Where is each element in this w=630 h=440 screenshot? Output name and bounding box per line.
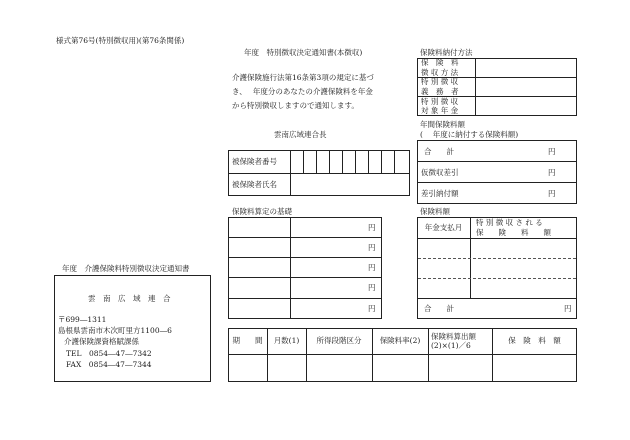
payment-method-row-3-line2: 対 象 年 金: [421, 106, 459, 115]
sender-title: 雲南広域連合長: [274, 130, 327, 139]
payment-method-row-1: [421, 58, 459, 77]
annual-total-yen: 円: [548, 147, 556, 156]
payment-method-row-2-line2: 義 務 者: [421, 86, 459, 96]
annual-premium-title: 年間保険料額: [420, 120, 465, 129]
calculated-premium-header-line2: (2)×(1)／6: [431, 341, 471, 350]
notice-text-2: き、 年度分のあなたの介護保険料を年金: [232, 87, 373, 96]
premium-total-yen: 円: [564, 304, 572, 313]
provisional-deduction-label: 仮徴収差引: [421, 168, 459, 177]
page-title: 年度 特別徴収決定通知書(本徴収): [244, 48, 363, 57]
premium-amount-header-line2: 保 険 料 額: [476, 227, 551, 237]
notice-text-1: 介護保険施行法第16条第3項の規定に基づ: [232, 73, 374, 82]
premium-amount-col-header: 保 険 料 額: [508, 336, 561, 346]
sender-tel: TEL 0854―47―7342: [66, 349, 152, 358]
payment-method-row-1-line2: 徴 収 方 法: [421, 67, 459, 77]
period-header: 期 間: [232, 336, 263, 346]
annual-premium-subtitle: ( 年度に納付する保険料額): [420, 130, 519, 139]
premium-total-label: 合 計: [424, 304, 454, 313]
basis-box: [228, 217, 382, 319]
insured-name-label: 被保険者氏名: [232, 180, 277, 189]
annual-total-label: 合 計: [424, 147, 454, 156]
stub-title: 年度 介護保険料特別徴収決定通知書: [62, 264, 190, 273]
payment-method-row-2-line1: 特 別 徴 収: [421, 77, 459, 87]
basis-yen-4: 円: [368, 283, 376, 292]
payment-method-row-1-line1: 保 険 料: [421, 58, 459, 68]
sender-org: 雲 南 広 域 連 合: [88, 294, 171, 303]
sender-postal: 〒699―1311: [58, 315, 107, 324]
sender-dept: 介護保険課資格賦課係: [64, 337, 139, 346]
payment-method-row-3: [421, 96, 458, 116]
premium-title: 保険料額: [420, 207, 450, 216]
premium-amount-header: [476, 217, 551, 238]
sender-fax: FAX 0854―47―7344: [66, 360, 152, 369]
months-header: 月数(1): [273, 336, 300, 346]
sender-address: 島根県雲南市木次町里方1100―6: [58, 326, 172, 335]
form-number: 様式第76号(特別徴収用)(第76条関係): [56, 36, 185, 45]
payment-method-row-2: [421, 77, 459, 96]
provisional-deduction-yen: 円: [548, 168, 556, 177]
payment-month-header: 年金支払月: [424, 222, 463, 232]
payment-method-row-3-line1: 特 別 徴 収: [421, 96, 459, 106]
premium-amount-header-line1: 特 別 徴 収 さ れ る: [476, 218, 543, 228]
income-bracket-header: 所得段階区分: [316, 336, 362, 346]
basis-yen-5: 円: [368, 304, 376, 313]
calculated-premium-header-line1: 保険料算出額: [431, 331, 476, 341]
basis-title: 保険料算定の基礎: [232, 207, 292, 216]
basis-yen-2: 円: [368, 243, 376, 252]
payment-method-title: 保険料納付方法: [420, 48, 473, 57]
basis-yen-1: 円: [368, 223, 376, 232]
net-payment-label: 差引納付額: [421, 189, 459, 198]
net-payment-yen: 円: [548, 189, 556, 198]
insured-number-label: 被保険者番号: [232, 157, 277, 166]
notice-text-3: から特別徴収しますので通知します。: [232, 101, 359, 110]
basis-yen-3: 円: [368, 263, 376, 272]
calculated-premium-header: [431, 328, 476, 354]
premium-rate-header: 保険料率(2): [379, 336, 421, 346]
